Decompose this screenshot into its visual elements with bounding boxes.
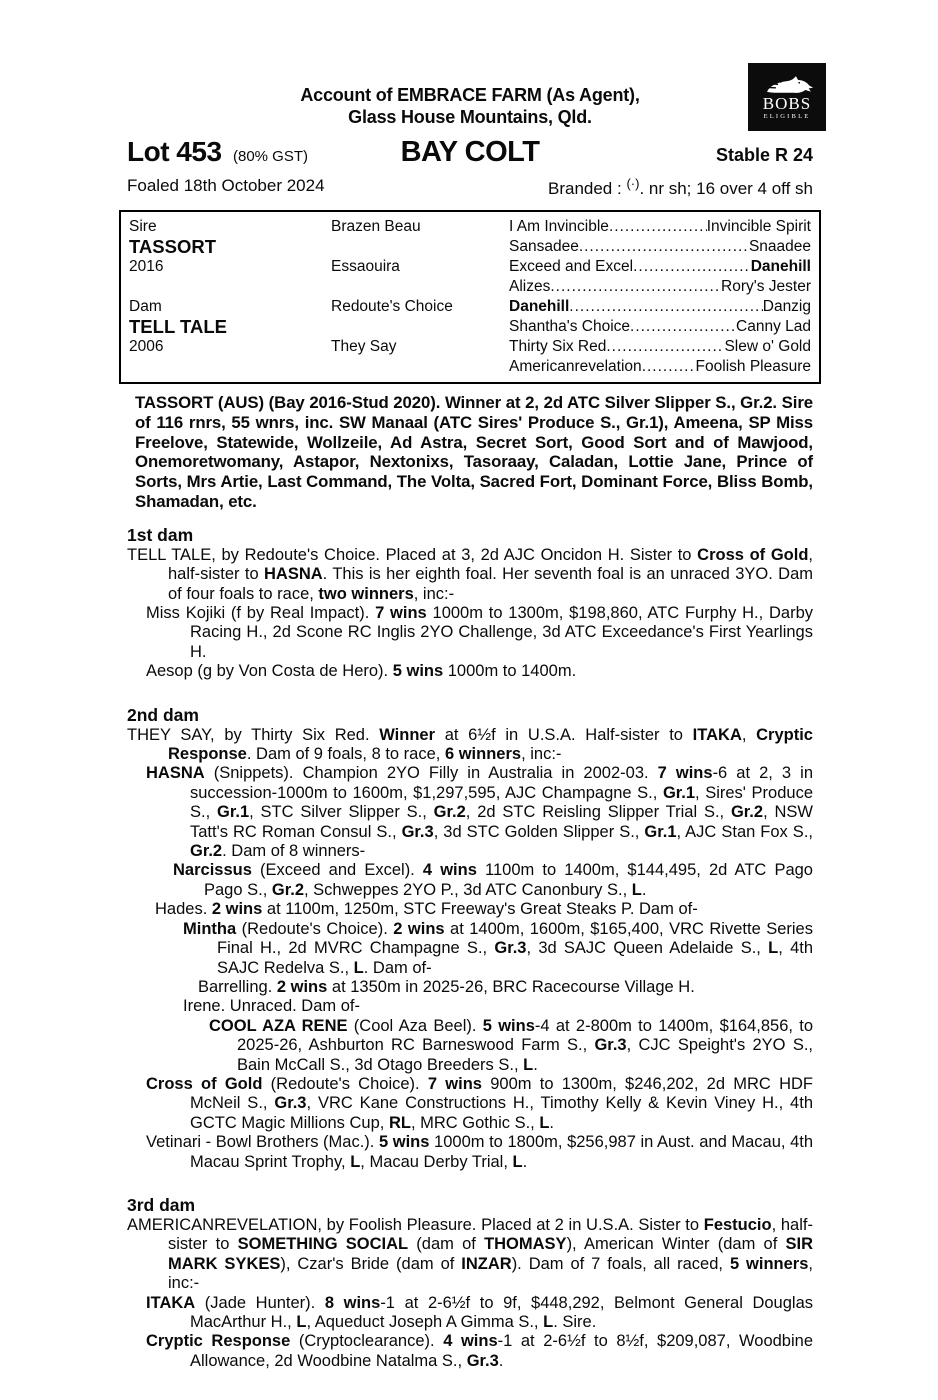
pedigree-paragraph bbox=[127, 546, 813, 604]
dotted-leader bbox=[606, 337, 724, 357]
ancestor-name: Invincible Spirit bbox=[706, 218, 811, 235]
text-segment: at 1350m in 2025-26, BRC Racecourse Village H. bbox=[327, 977, 695, 996]
text-segment: -1 at 2-6½f to 9f, $448,292, Belmont General Douglas MacArthur H., bbox=[190, 1293, 813, 1331]
text-segment: Gr.2 bbox=[190, 842, 223, 861]
gst-note: (80% GST) bbox=[232, 148, 308, 165]
vendor-account-block bbox=[127, 84, 813, 128]
pedigree-row bbox=[129, 317, 811, 337]
text-segment: Gr.1 bbox=[217, 803, 250, 822]
text-segment: Aesop (g by Von Costa de Hero). bbox=[146, 662, 393, 681]
pedigree-generation-2-cell bbox=[331, 317, 509, 337]
pedigree-paragraph bbox=[127, 764, 813, 861]
dotted-leader bbox=[579, 237, 749, 257]
text-segment: , MRC Gothic S., bbox=[410, 1113, 540, 1132]
text-segment: , inc:- bbox=[413, 584, 455, 603]
pedigree-generation-2-cell bbox=[331, 277, 509, 297]
text-segment: 5 wins bbox=[378, 1133, 430, 1152]
pedigree-paragraph bbox=[127, 1075, 813, 1133]
text-segment: L bbox=[350, 1152, 361, 1171]
text-segment: -6 at 2, 3 in succession-1000m to 1600m, $1,297,595, AJC Champagne S., bbox=[190, 764, 814, 802]
text-segment: 1000m to 1800m, $256,987 in Aust. and Macau, 4th Macau Sprint Trophy, bbox=[190, 1133, 814, 1171]
ancestor-name: Snaadee bbox=[748, 238, 811, 255]
ancestor-name: Danehill bbox=[750, 258, 811, 275]
pedigree-row bbox=[129, 357, 811, 377]
text-segment: Festucio bbox=[703, 1215, 772, 1234]
lot-zone bbox=[127, 136, 401, 168]
text-segment: 8 wins bbox=[324, 1293, 381, 1312]
text-segment: Winner bbox=[379, 725, 436, 744]
text-segment: , inc:- bbox=[521, 745, 562, 764]
pedigree-generation-3-cell bbox=[509, 257, 811, 277]
stable-number: Stable R 24 bbox=[715, 145, 814, 165]
text-segment: , NSW Tatt's RC Roman Consul S., bbox=[190, 803, 813, 841]
pedigree-paragraph bbox=[127, 1133, 813, 1172]
ancestor-name: Alizes bbox=[509, 278, 551, 295]
text-segment: Cross of Gold bbox=[697, 545, 809, 564]
pedigree-row bbox=[129, 237, 811, 257]
pedigree-paragraph bbox=[127, 604, 813, 662]
pedigree-generation-3-cell bbox=[509, 217, 811, 237]
ancestor-name: I Am Invincible bbox=[509, 218, 609, 235]
text-segment: Barrelling. bbox=[198, 977, 277, 996]
text-segment: , VRC Kane Constructions H., Timothy Kelly & Kevin Viney H., 4th GCTC Magic Millions Cup, bbox=[190, 1094, 813, 1132]
text-segment: L bbox=[631, 880, 642, 899]
text-segment: L bbox=[523, 1055, 534, 1074]
text-segment: . bbox=[498, 1351, 504, 1370]
pedigree-row bbox=[129, 257, 811, 277]
text-segment: L bbox=[296, 1313, 307, 1331]
sire-description bbox=[127, 393, 813, 512]
dam-section bbox=[127, 705, 813, 1172]
pedigree-generation-2-cell bbox=[331, 237, 509, 257]
pedigree-generation-2-cell bbox=[331, 357, 509, 377]
text-segment: . bbox=[641, 880, 647, 899]
pedigree-generation-3-cell bbox=[509, 297, 811, 317]
logo-title: BOBS bbox=[762, 93, 812, 113]
text-segment: SIR MARK SYKES bbox=[168, 1235, 813, 1273]
pedigree-paragraph bbox=[127, 1294, 813, 1333]
text-segment: 1000m to 1400m. bbox=[443, 662, 577, 681]
text-segment: . bbox=[549, 1113, 555, 1132]
text-segment: , Macau Derby Trial, bbox=[360, 1152, 513, 1171]
pedigree-paragraph bbox=[127, 1216, 813, 1294]
text-segment: , CJC Speight's 2YO S., Bain McCall S., 3d Otago Breeders S., bbox=[237, 1036, 813, 1074]
lot-header-row bbox=[127, 136, 813, 169]
pedigree-generation-1-cell: Dam bbox=[129, 298, 162, 315]
text-segment: TASSORT (AUS) (Bay 2016-Stud 2020). Winner at 2, 2d ATC Silver Slipper S., Gr.2. Sire of 116 rnrs, 55 wnrs, inc. SW Manaal (ATC Sires' Produce S., Gr.1), Ameena, SP Miss Freelove, Statewide, Wollzeile, Ad Astra, Secret Sort, Good Sort and of Mawjood, Onemoretwomany, Astapor, Nextonixs, Tasoraay, Caladan, Lottie Jane, Prince of Sorts, Mrs Artie, Last Command, The Volta, Sacred Fort, Dominant Force, Bliss Bomb, Shamadan, etc. bbox=[135, 393, 813, 511]
text-segment: (Cool Aza Beel). bbox=[347, 1016, 483, 1035]
ancestor-name: Shantha's Choice bbox=[509, 318, 631, 335]
pedigree-generation-1-cell: 2016 bbox=[129, 258, 164, 275]
text-segment: Miss Kojiki (f by Real Impact). bbox=[146, 604, 376, 622]
text-segment: 7 wins bbox=[375, 604, 427, 622]
text-segment: Cryptic Response bbox=[146, 1332, 291, 1351]
text-segment: 2 wins bbox=[211, 900, 263, 919]
branded-suffix: . nr sh; 16 over 4 off sh bbox=[639, 179, 813, 198]
logo-subtitle: ELIGIBLE bbox=[763, 112, 811, 120]
vendor-account-line: Account of EMBRACE FARM (As Agent), bbox=[300, 85, 640, 105]
dotted-leader bbox=[633, 257, 751, 277]
pedigree-generation-3-cell bbox=[509, 357, 811, 377]
text-segment: (Exceed and Excel). bbox=[251, 861, 423, 880]
text-segment: 4 wins bbox=[422, 861, 477, 880]
dam-section bbox=[127, 525, 813, 682]
text-segment: 2 wins bbox=[393, 919, 445, 938]
text-segment: 900m to 1300m, $246,202, 2d MRC HDF McNeil S., bbox=[190, 1074, 814, 1113]
text-segment: . bbox=[533, 1055, 538, 1074]
pedigree-row bbox=[129, 277, 811, 297]
text-segment: AMERICANREVELATION, by Foolish Pleasure. Placed at 2 in U.S.A. Sister to bbox=[127, 1215, 704, 1234]
pedigree-row bbox=[129, 297, 811, 317]
text-segment: at 1100m, 1250m, STC Freeway's Great Steaks P. Dam of- bbox=[262, 900, 698, 919]
text-segment: Cross of Gold bbox=[146, 1074, 263, 1093]
text-segment: (Redoute's Choice). bbox=[236, 919, 394, 938]
text-segment: , Schweppes 2YO P., 3d ATC Canonbury S., bbox=[304, 880, 632, 899]
section-heading: 2nd dam bbox=[127, 704, 199, 725]
text-segment: L bbox=[353, 958, 364, 977]
pedigree-generation-1-cell: Sire bbox=[129, 218, 157, 235]
branded-prefix: Branded : bbox=[547, 179, 627, 198]
text-segment: (Cryptoclearance). bbox=[290, 1332, 444, 1351]
text-segment: , 4th SAJC Redelva S., bbox=[217, 939, 814, 977]
pedigree-generation-1-cell: 2006 bbox=[129, 338, 164, 355]
ancestor-name: Sansadee bbox=[509, 238, 579, 255]
text-segment: -1 at 2-6½f to 8½f, $209,087, Woodbine Allowance, 2d Woodbine Natalma S., bbox=[190, 1332, 814, 1370]
text-segment: Vetinari - Bowl Brothers (Mac.). bbox=[146, 1133, 379, 1152]
text-segment: Gr.1 bbox=[662, 783, 696, 802]
text-segment: 7 wins bbox=[427, 1074, 482, 1093]
text-segment: Gr.3 bbox=[274, 1094, 307, 1113]
text-segment: 5 winners bbox=[729, 1254, 809, 1273]
text-segment: L bbox=[543, 1313, 554, 1331]
text-segment: INZAR bbox=[461, 1254, 512, 1273]
pedigree-generation-3-cell bbox=[509, 277, 811, 297]
text-segment: (dam of bbox=[408, 1235, 485, 1254]
text-segment: (Jade Hunter). bbox=[195, 1293, 325, 1312]
pedigree-generation-2-cell: They Say bbox=[331, 338, 397, 355]
pedigree-generation-1-cell bbox=[129, 277, 331, 297]
text-segment: 5 wins bbox=[392, 662, 444, 681]
text-segment: , 3d SAJC Queen Adelaide S., bbox=[526, 939, 769, 958]
ancestor-name: Danehill bbox=[509, 298, 570, 315]
vendor-location-line: Glass House Mountains, Qld. bbox=[348, 107, 592, 127]
text-segment: ), American Winter (dam of bbox=[566, 1235, 786, 1254]
text-segment: Gr.1 bbox=[644, 822, 677, 841]
text-segment: , bbox=[741, 725, 757, 744]
pedigree-generation-3-cell bbox=[509, 337, 811, 357]
pedigree-paragraph bbox=[127, 978, 813, 997]
ancestor-name: Americanrevelation bbox=[509, 358, 642, 375]
lot-number: Lot 453 bbox=[127, 136, 222, 167]
text-segment: , half-sister to bbox=[168, 545, 814, 584]
foaled-date: Foaled 18th October 2024 bbox=[127, 176, 325, 195]
text-segment: THEY SAY, by Thirty Six Red. bbox=[127, 725, 380, 744]
foaled-branded-row bbox=[127, 176, 813, 199]
text-segment: Cryptic Response bbox=[168, 725, 813, 764]
text-segment: SOMETHING SOCIAL bbox=[237, 1235, 409, 1254]
text-segment: TELL TALE, by Redoute's Choice. Placed at 3, 2d AJC Oncidon H. Sister to bbox=[127, 545, 698, 564]
text-segment: 7 wins bbox=[657, 764, 713, 783]
dam-sections bbox=[127, 525, 813, 1371]
text-segment: , AJC Stan Fox S., bbox=[676, 822, 813, 841]
pedigree-paragraph bbox=[127, 1017, 813, 1075]
text-segment: 6 winners bbox=[444, 745, 522, 764]
text-segment: 4 wins bbox=[443, 1332, 498, 1351]
text-segment: COOL AZA RENE bbox=[209, 1016, 348, 1035]
pedigree-row bbox=[129, 337, 811, 357]
text-segment: Gr.2 bbox=[271, 880, 304, 899]
text-segment: ), Czar's Bride (dam of bbox=[280, 1254, 462, 1273]
text-segment: HASNA bbox=[146, 764, 205, 783]
text-segment: , 3d STC Golden Slipper S., bbox=[433, 822, 645, 841]
pedigree-paragraph bbox=[127, 662, 813, 681]
text-segment: (Snippets). Champion 2YO Filly in Australia in 2002-03. bbox=[204, 764, 658, 783]
text-segment: Irene. Unraced. Dam of- bbox=[183, 997, 360, 1016]
pedigree-paragraph bbox=[127, 900, 813, 919]
text-segment: L bbox=[768, 939, 779, 958]
pedigree-generation-1-cell: TASSORT bbox=[129, 236, 217, 257]
dotted-leader bbox=[550, 277, 721, 297]
text-segment: 1100m to 1400m, $144,495, 2d ATC Pago Pago S., bbox=[204, 861, 813, 899]
text-segment: L bbox=[539, 1113, 550, 1132]
text-segment: . Dam of 8 winners- bbox=[222, 842, 366, 861]
text-segment: . Dam of- bbox=[363, 958, 432, 977]
ancestor-name: Foolish Pleasure bbox=[695, 358, 811, 375]
dotted-leader bbox=[642, 357, 696, 377]
text-segment: Gr.3 bbox=[494, 939, 527, 958]
text-segment: ITAKA bbox=[692, 725, 742, 744]
pedigree-row bbox=[129, 217, 811, 237]
text-segment: ITAKA bbox=[146, 1293, 196, 1312]
text-segment: -4 at 2-800m to 1400m, $164,856, to 2025-26, Ashburton RC Barneswood Farm S., bbox=[237, 1016, 814, 1055]
text-segment: Gr.3 bbox=[401, 822, 434, 841]
text-segment: Gr.3 bbox=[594, 1036, 627, 1055]
section-heading: 3rd dam bbox=[127, 1194, 196, 1215]
branded-line bbox=[548, 176, 813, 199]
section-heading: 1st dam bbox=[127, 524, 194, 545]
ancestor-name: Slew o' Gold bbox=[724, 338, 811, 355]
pedigree-paragraph bbox=[127, 726, 813, 765]
dotted-leader bbox=[569, 297, 762, 317]
text-segment: 1000m to 1300m, $198,860, ATC Furphy H., Darby Racing H., 2d Scone RC Inglis 2YO Challenge, 3d ATC Exceedance's First Yearlings H. bbox=[190, 604, 813, 661]
text-segment: HASNA bbox=[264, 565, 323, 584]
pedigree-paragraph bbox=[127, 997, 813, 1016]
text-segment: Narcissus bbox=[173, 861, 252, 880]
text-segment: 5 wins bbox=[482, 1016, 535, 1035]
text-segment: THOMASY bbox=[484, 1235, 567, 1254]
text-segment: RL bbox=[388, 1113, 411, 1132]
ancestor-name: Exceed and Excel bbox=[509, 258, 634, 275]
stable-zone bbox=[539, 145, 813, 166]
ancestor-name: Danzig bbox=[762, 298, 811, 315]
text-segment: Mintha bbox=[183, 919, 237, 938]
text-segment: L bbox=[512, 1152, 523, 1171]
text-segment: at 1400m, 1600m, $165,400, VRC Rivette Series Final H., 2d MVRC Champagne S., bbox=[217, 919, 813, 958]
pedigree-generation-3-cell bbox=[509, 237, 811, 257]
pedigree-generation-3-cell bbox=[509, 317, 811, 337]
ancestor-name: Canny Lad bbox=[736, 318, 811, 335]
text-segment: , 2d STC Reisling Slipper Trial S., bbox=[465, 803, 731, 822]
text-segment: , inc:- bbox=[168, 1254, 813, 1293]
text-segment: , half-sister to bbox=[168, 1215, 813, 1254]
text-segment: . Sire. bbox=[553, 1313, 597, 1331]
text-segment: . This is her eighth foal. Her seventh foal is an unraced 3YO. Dam of four foals to race, bbox=[168, 565, 813, 603]
ancestor-name: Thirty Six Red bbox=[509, 338, 607, 355]
text-segment: ). Dam of 7 foals, all raced, bbox=[511, 1254, 730, 1273]
dotted-leader bbox=[609, 217, 707, 237]
ancestor-name: Rory's Jester bbox=[721, 278, 811, 295]
text-segment: two winners bbox=[318, 584, 414, 603]
text-segment: Gr.2 bbox=[730, 803, 764, 822]
page-content bbox=[127, 0, 813, 1371]
pedigree-generation-1-cell: TELL TALE bbox=[129, 316, 227, 337]
pedigree-generation-2-cell: Brazen Beau bbox=[331, 218, 421, 235]
pedigree-paragraph bbox=[127, 1332, 813, 1371]
text-segment: at 6½f in U.S.A. Half-sister to bbox=[435, 725, 693, 744]
text-segment: , Aqueduct Joseph A Gimma S., bbox=[306, 1313, 544, 1331]
text-segment: 2 wins bbox=[276, 977, 328, 996]
pedigree-paragraph bbox=[127, 920, 813, 978]
text-segment: (Redoute's Choice). bbox=[262, 1074, 428, 1093]
text-segment: Hades. bbox=[155, 900, 212, 919]
brand-mark: (·) bbox=[626, 176, 640, 191]
pedigree-generation-1-cell bbox=[129, 357, 331, 377]
text-segment: . Dam of 9 foals, 8 to race, bbox=[246, 745, 445, 764]
text-segment: . bbox=[522, 1152, 528, 1171]
pedigree-generation-2-cell: Essaouira bbox=[331, 258, 400, 275]
dotted-leader bbox=[630, 317, 736, 337]
text-segment: Gr.3 bbox=[466, 1351, 499, 1370]
text-segment: , Sires' Produce S., bbox=[190, 783, 813, 822]
text-segment: , STC Silver Slipper S., bbox=[249, 803, 434, 822]
text-segment: Gr.2 bbox=[433, 803, 466, 822]
dam-section bbox=[127, 1195, 813, 1371]
pedigree-paragraph bbox=[127, 861, 813, 900]
page-title: BAY COLT bbox=[400, 136, 540, 168]
pedigree-generation-2-cell: Redoute's Choice bbox=[331, 298, 453, 315]
pedigree-table bbox=[119, 210, 821, 384]
